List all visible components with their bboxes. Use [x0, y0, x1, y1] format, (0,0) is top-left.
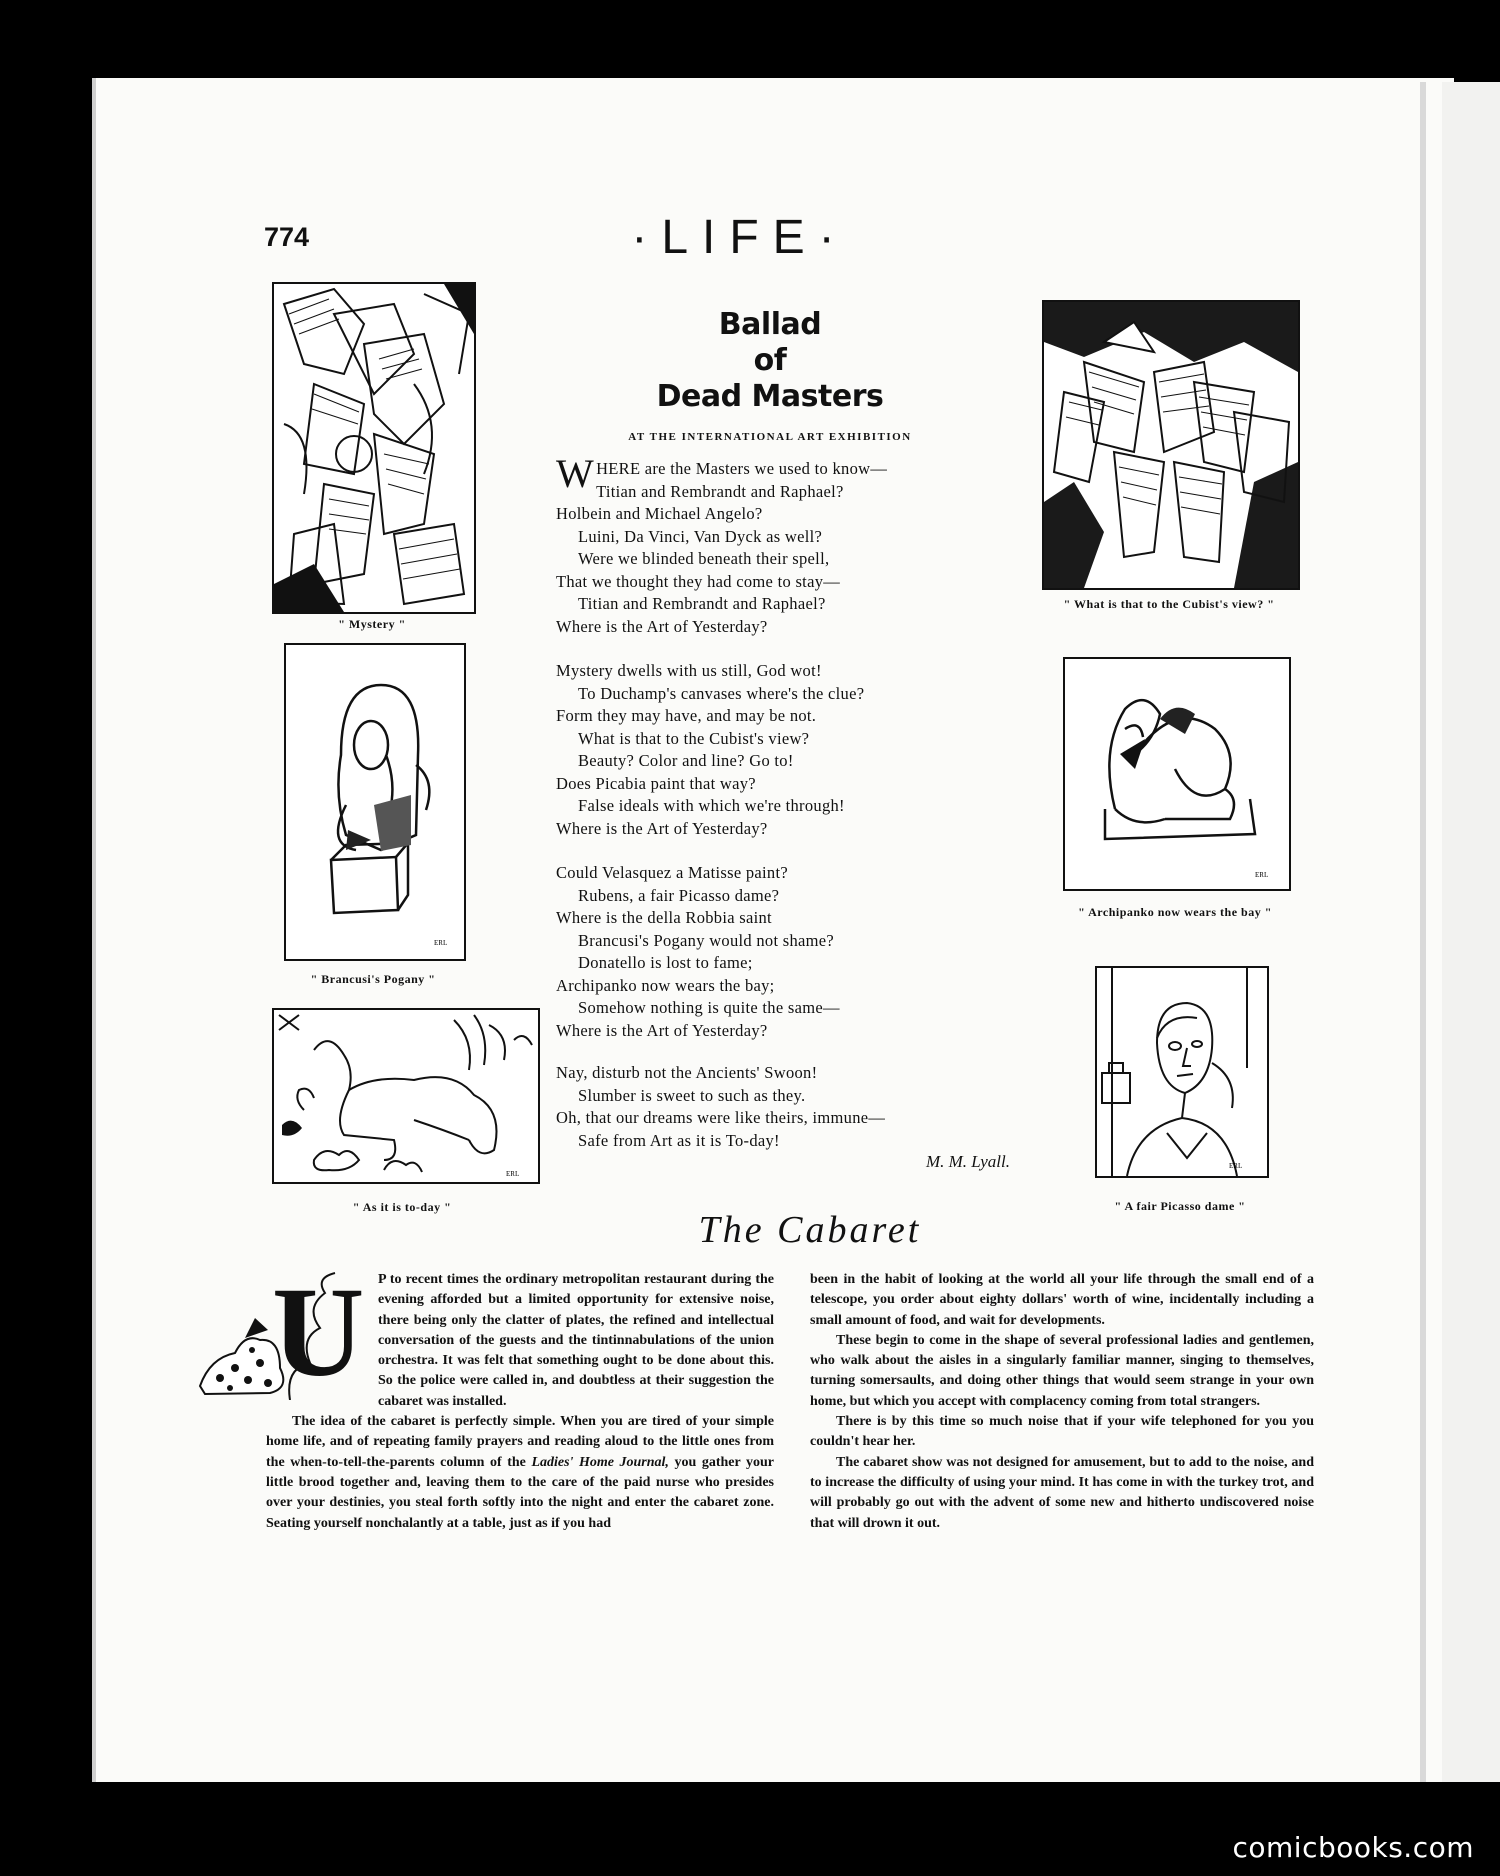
poem-line: Safe from Art as it is To-day!: [578, 1130, 780, 1150]
picasso-dame-drawing: [1097, 968, 1267, 1176]
poem-line: Where is the Art of Yesterday?: [556, 818, 768, 838]
poem-line: Archipanko now wears the bay;: [556, 975, 775, 995]
poem-author: M. M. Lyall.: [925, 1152, 1010, 1171]
illustration-today: [272, 1008, 540, 1184]
caption-pogany: " Brancusi's Pogany ": [310, 972, 436, 986]
illustration-pogany: [284, 643, 466, 961]
archipenko-sculpture-drawing: [1065, 659, 1289, 889]
poem-line: Luini, Da Vinci, Van Dyck as well?: [578, 526, 823, 546]
poem-line: That we thought they had come to stay—: [556, 571, 841, 591]
poem-line: Titian and Rembrandt and Raphael?: [596, 481, 844, 501]
illustration-picasso: [1095, 966, 1269, 1178]
drop-cap: U: [272, 1261, 365, 1403]
poem-line: Where is the Art of Yesterday?: [556, 616, 768, 636]
cubist-figure-drawing: [274, 284, 474, 612]
poem-title-line: Ballad: [718, 307, 822, 342]
artist-mark: ERL: [1255, 871, 1269, 879]
article-column-2: [810, 1270, 1314, 1534]
illustration-mystery: [272, 282, 476, 614]
caption-cubist: " What is that to the Cubist's view? ": [1063, 597, 1275, 611]
poem-stanza-4: [556, 1062, 1016, 1152]
article-paragraph: These begin to come in the shape of several professional ladies and gentlemen, who walk about the aisles in a singularly familiar manner, singing to themselves, turning somersaults, and doing other things that would seem strange in your own home, but which you accept with complacency coming from total strangers.: [810, 1332, 1314, 1409]
drop-cap: W: [556, 451, 595, 496]
masthead: ·LIFE·: [631, 211, 849, 264]
poem-line: Could Velasquez a Matisse paint?: [556, 863, 788, 882]
article-paragraph: There is by this time so much noise that if your wife telephoned for you you couldn't hear her.: [810, 1414, 1314, 1450]
publication-name: Ladies' Home Journal,: [531, 1454, 669, 1470]
poem-stanza-2: [556, 660, 1016, 840]
poem-line: Where is the della Robbia saint: [556, 908, 772, 927]
poem-line: To Duchamp's canvases where's the clue?: [578, 683, 865, 703]
poem-stanza-1: [556, 451, 1016, 638]
article-paragraph: The cabaret show was not designed for amusement, but to add to the noise, and to increase the difficulty of using your mind. It has come in with the turkey trot, and will probably go out with the advent of some new and hitherto undiscovered noise that will drown it out.: [810, 1454, 1314, 1531]
poem-line: Titian and Rembrandt and Raphael?: [578, 594, 826, 613]
poem-line: Rubens, a fair Picasso dame?: [578, 885, 780, 905]
poem-line: Holbein and Michael Angelo?: [556, 504, 763, 523]
poem-title: [640, 307, 900, 415]
pogany-sculpture-drawing: [286, 645, 464, 959]
page-number: 774: [264, 222, 310, 252]
poem-line: Were we blinded beneath their spell,: [578, 549, 830, 568]
poem-line: Oh, that our dreams were like theirs, immune—: [556, 1108, 886, 1127]
poem-stanza-3: [556, 862, 1016, 1042]
article-paragraph: P to recent times the ordinary metropolitan restaurant during the evening afforded but a limited opportunity for extensive noise, there being only the clatter of plates, the refined and intellectual conversation of the guests and the tintinnabulations of the union orchestra. It was felt that something ought to be done about this. So the police were called in, and doubtless at their suggestion the cabaret was installed.: [378, 1272, 774, 1409]
poem-line: Slumber is sweet to such as they.: [578, 1085, 806, 1105]
illustration-cubist: [1042, 300, 1300, 590]
poem-line: Mystery dwells with us still, God wot!: [556, 661, 822, 680]
poem-line: Donatello is lost to fame;: [578, 953, 753, 972]
caption-today: " As it is to-day ": [352, 1200, 452, 1214]
poem-line: Somehow nothing is quite the same—: [578, 998, 840, 1017]
poem-line: What is that to the Cubist's view?: [578, 728, 810, 748]
cubist-dancers-drawing: [1044, 302, 1298, 588]
facing-page-edge: [1442, 82, 1500, 1782]
poem-line: Nay, disturb not the Ancients' Swoon!: [556, 1063, 818, 1082]
article-paragraph: [266, 1412, 774, 1534]
poem-line: Form they may have, and may be not.: [556, 706, 817, 725]
poem-subtitle: AT THE INTERNATIONAL ART EXHIBITION: [628, 431, 912, 443]
poem-line: Brancusi's Pogany would not shame?: [578, 930, 835, 950]
illustration-archipanko: [1063, 657, 1291, 891]
artist-mark: ERL: [1229, 1162, 1243, 1170]
reclining-nude-drawing: [274, 1010, 538, 1182]
poem-title-line: Dead Masters: [656, 379, 884, 414]
poem-line: Where is the Art of Yesterday?: [556, 1020, 768, 1040]
text-run: The idea of the cabaret is perfectly simple. When you are tired of your simple home life, and of repeating family prayers and reading aloud to the little ones from the when-to-tell-the-parents column of the: [266, 1414, 774, 1470]
article-paragraph: been in the habit of looking at the world all your life through the small end of a telescope, you order about eighty dollars' worth of wine, incidentally including a small amount of food, and wait for developments.: [810, 1272, 1314, 1328]
artist-mark: ERL: [434, 939, 448, 947]
binding-edge: [1420, 82, 1426, 1782]
article-column-1: [266, 1270, 774, 1534]
poem-line: False ideals with which we're through!: [578, 796, 845, 815]
artist-mark: ERL: [506, 1170, 520, 1178]
caption-picasso: " A fair Picasso dame ": [1114, 1199, 1246, 1213]
poem-line: HERE are the Masters we used to know—: [596, 459, 888, 478]
caption-mystery: " Mystery ": [338, 617, 406, 631]
text-run: you gather your little brood together and, leaving them to the care of the paid nurse who presides over your destinies, you steal forth softly into the night and enter the cabaret zone. Seating yourself nonchalantly at a table, just as if you had: [266, 1454, 774, 1531]
site-watermark: comicbooks.com: [1232, 1831, 1474, 1864]
article-title: The Cabaret: [698, 1209, 922, 1251]
poem-title-line: of: [753, 343, 787, 378]
caption-archipanko: " Archipanko now wears the bay ": [1078, 905, 1272, 919]
poem-line: Does Picabia paint that way?: [556, 773, 756, 793]
poem-line: Beauty? Color and line? Go to!: [578, 751, 794, 770]
